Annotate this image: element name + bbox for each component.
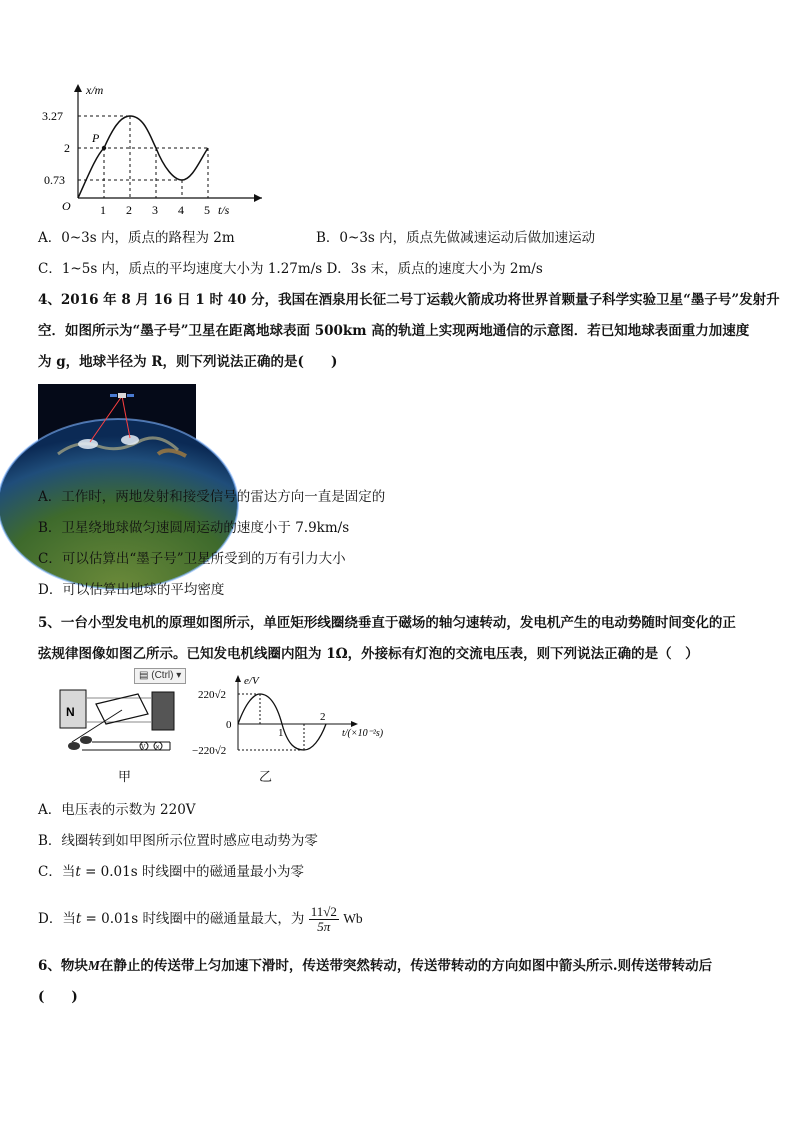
ctrl-label: (Ctrl) [151,670,174,681]
point-p: P [92,131,100,145]
x-tick: 1 [278,727,284,739]
t-axis-title: t/(×10⁻²s) [342,728,384,739]
flux-fraction [309,905,339,934]
y-tick-zero: 0 [226,719,232,731]
figure-yi-label: 乙 [259,770,273,785]
q4-stem-line-1: 4、2016 年 8 月 16 日 1 时 40 分，我国在酒泉用长征二号丁运载火箭成功将世界首颗量子科学实验卫星“墨子号”发射升 [38,292,780,308]
x-tick: 3 [152,203,158,217]
t-symbol: t [75,911,82,927]
emf-time-graph [192,672,396,760]
q3-option-c-d: C．1~5s 内，质点的平均速度大小为 1.27m/s D．3s 末，质点的速度大小为 2m/s [38,261,543,277]
x-tick: 2 [126,203,132,217]
y-tick-bottom: −220√2 [192,745,227,757]
t-axis-title: t/s [218,203,230,217]
e-axis-title: e/V [244,675,259,687]
q5-stem-line-2: 弦规律图像如图乙所示。已知发电机线圈内阻为 1Ω，外接标有灯泡的交流电压表，则下列说法正确的是（ ） [38,646,699,662]
y-tick-top: 220√2 [198,689,227,701]
svg-text:N: N [66,705,75,719]
q6-stem-prefix: 6、物块 [38,958,88,974]
q3-xt-graph [40,80,270,220]
q4-option-a: A．工作时，两地发射和接受信号的雷达方向一直是固定的 [38,489,386,505]
fraction-numerator: 11√2 [310,904,337,919]
x-tick: 1 [100,203,106,217]
svg-text:×: × [155,744,161,751]
q5-option-d [38,902,363,942]
x-tick: 2 [320,711,326,723]
option-c-prefix: C．当 [38,864,76,880]
mass-symbol: M [87,958,100,973]
x-axis-title: x/m [86,83,104,97]
option-d-prefix: D．当 [38,911,76,927]
q4-option-b: B．卫星绕地球做匀速圆周运动的速度小于 7.9km/s [38,520,350,536]
satellite-earth-image [38,384,196,474]
q5-option-a: A．电压表的示数为 220V [38,802,196,818]
t-symbol: t [75,864,81,880]
unit-wb: Wb [343,911,363,926]
q6-stem-text: 在静止的传送带上匀加速下滑时，传送带突然转动，传送带转动的方向如图中箭头所示.则传送带转动后 [99,958,713,974]
chevron-down-icon: ▾ [176,670,182,681]
ctrl-paste-badge[interactable] [134,668,186,684]
q3-option-a: A．0~3s 内，质点的路程为 2m [38,230,235,246]
figure-jia-label: 甲 [118,770,132,785]
option-c-text: = 0.01s 时线圈中的磁通量最小为零 [80,864,304,880]
q4-option-c: C．可以估算出“墨子号”卫星所受到的万有引力大小 [38,551,346,567]
svg-text:V: V [141,744,146,751]
origin-label: O [62,199,71,213]
q6-stem-line-1 [38,957,712,975]
option-d-text: = 0.01s 时线圈中的磁通量最大，为 [81,911,305,927]
q3-option-b: B．0~3s 内，质点先做减速运动后做加速运动 [316,230,596,246]
clipboard-icon: ▤ [139,670,149,681]
generator-diagram [52,670,190,764]
q5-stem-line-1: 5、一台小型发电机的原理如图所示，单匝矩形线圈绕垂直于磁场的轴匀速转动，发电机产生的电动势随时间变化的正 [38,615,736,631]
y-tick: 2 [64,141,70,155]
fraction-denominator: 5π [317,919,331,934]
x-tick: 4 [178,203,184,217]
q4-stem-line-3: 为 g，地球半径为 R，则下列说法正确的是( ) [38,354,338,370]
q5-option-c [38,863,304,881]
y-tick: 3.27 [42,109,63,123]
q4-stem-line-2: 空．如图所示为“墨子号”卫星在距离地球表面 500km 高的轨道上实现两地通信的示意图．若已知地球表面重力加速度 [38,323,750,339]
q4-option-d: D．可以估算出地球的平均密度 [38,582,225,598]
y-tick: 0.73 [44,173,65,187]
q5-option-b: B．线圈转到如甲图所示位置时感应电动势为零 [38,833,318,849]
x-tick: 5 [204,203,210,217]
q6-stem-line-2: ( ) [38,989,78,1005]
